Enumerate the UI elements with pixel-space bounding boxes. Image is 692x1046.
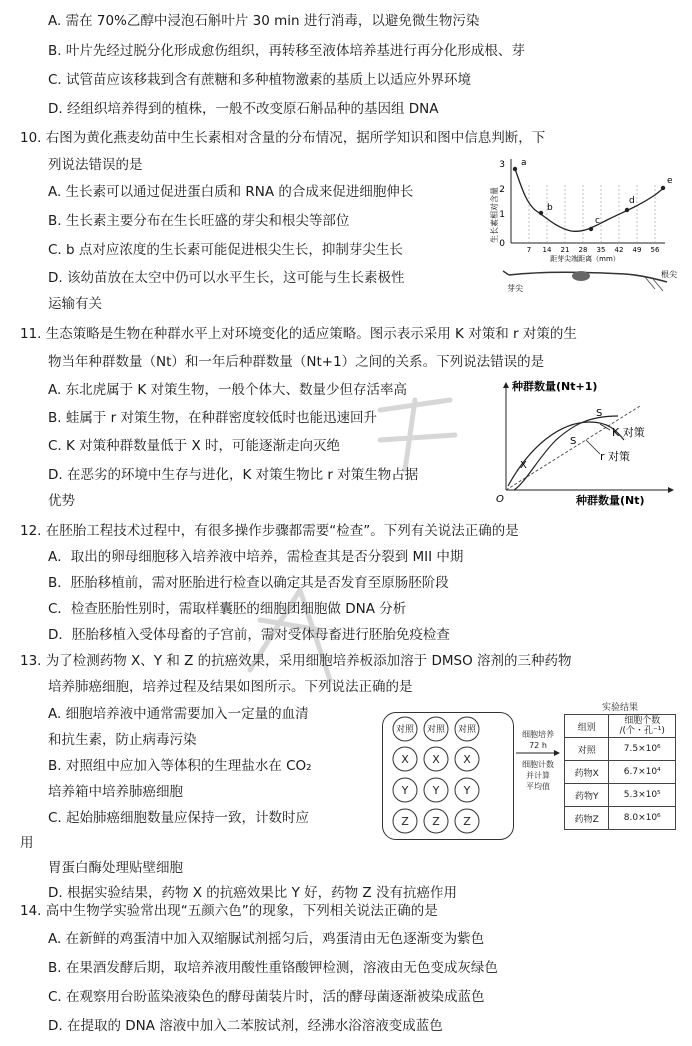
results-table [564, 714, 676, 830]
auxin-label-e: e [667, 176, 673, 186]
q14-option-a: A. 在新鲜的鸡蛋清中加入双缩脲试剂摇匀后，鸡蛋清由无色逐渐变为紫色 [48, 931, 485, 947]
auxin-xtick-21: 21 [560, 246, 570, 254]
q9-option-d: D. 经组织培养得到的植株，一般不改变原石斛品种的基因组 DNA [48, 101, 439, 117]
q14-option-d: D. 在提取的 DNA 溶液中加入二苯胺试剂，经沸水浴溶液变成蓝色 [48, 1018, 443, 1034]
row-group: 对照 [565, 738, 609, 761]
q9-option-c: C. 试管苗应该移栽到含有蔗糖和多种植物激素的基质上以适应外界环境 [48, 72, 472, 88]
kr-strategy-figure [490, 378, 685, 508]
q13-stem-line1: 13. 为了检测药物 X、Y 和 Z 的抗癌效果，采用细胞培养板添加溶于 DMSO 溶剂的三种药物 [20, 653, 572, 669]
q11-option-a: A. 东北虎属于 K 对策生物，一般个体大、数量少但存活率高 [48, 382, 408, 398]
q10-stem-line1: 10. 右图为黄化燕麦幼苗中生长素相对含量的分布情况，据所学知识和图中信息判断，下 [20, 130, 546, 146]
well-z-1: Z [401, 815, 409, 828]
step-count: 细胞计数 [522, 760, 554, 769]
q9-option-a: A. 需在 70%乙醇中浸泡石斛叶片 30 min 进行消毒，以避免微生物污染 [48, 13, 480, 29]
q13-option-c-line1: C. 起始肺癌细胞数量应保持一致，计数时应 [48, 810, 310, 826]
kr-point-s1: S [596, 408, 603, 419]
auxin-point-c [589, 227, 593, 231]
row-count: 5.3×10⁵ [609, 784, 676, 807]
q13-option-c-line3: 胃蛋白酶处理贴壁细胞 [48, 860, 183, 876]
auxin-xtick-42: 42 [614, 246, 624, 254]
auxin-xtick-49: 49 [632, 246, 642, 254]
well-z-3: Z [463, 815, 471, 828]
results-table-wrapper [564, 702, 676, 830]
header-count-line1: 细胞个数 [624, 716, 661, 726]
header-count [609, 715, 676, 738]
row-count: 8.0×10⁶ [609, 807, 676, 830]
q14-option-c: C. 在观察用台盼蓝染液染色的酵母菌装片时，活的酵母菌逐渐被染成蓝色 [48, 989, 485, 1005]
auxin-xtick-14: 14 [542, 246, 552, 254]
process-steps [514, 725, 562, 825]
well-x-2: X [432, 753, 440, 766]
auxin-point-d [625, 208, 629, 212]
well-y-2: Y [432, 784, 440, 797]
well-control-2: 对照 [426, 725, 446, 735]
auxin-label-c: c [595, 216, 600, 226]
kr-point-s2: S [570, 436, 577, 447]
kr-xlabel: 种群数量(Nt) [576, 494, 645, 507]
culture-plate [382, 712, 514, 840]
q14-stem: 14. 高中生物学实验常出现“五颜六色”的现象，下列相关说法正确的是 [20, 903, 438, 919]
auxin-ytick-1: 1 [499, 210, 505, 220]
step-calc: 并计算 [526, 771, 550, 780]
q11-stem-line1: 11. 生态策略是生物在种群水平上对环境变化的适应策略。图示表示采用 K 对策和 r 对策的生 [20, 326, 577, 342]
q10-stem-line2: 列说法错误的是 [48, 157, 143, 173]
row-group: 药物Z [565, 807, 609, 830]
q13-option-a-line1: A. 细胞培养液中通常需要加入一定量的血清 [48, 706, 309, 722]
q13-option-c-line2: 用 [20, 835, 34, 851]
q12-option-a: A．取出的卵母细胞移入培养液中培养，需检查其是否分裂到 MII 中期 [48, 549, 464, 565]
kr-label-r: r 对策 [600, 450, 631, 463]
step-time: 72 h [529, 741, 547, 750]
kr-point-x: X [520, 460, 527, 471]
step-culture: 细胞培养 [522, 730, 554, 739]
table-row [565, 738, 676, 761]
q10-option-d-line1: D. 该幼苗放在太空中仍可以水平生长，这可能与生长素极性 [48, 270, 405, 286]
well-control-1: 对照 [395, 725, 415, 735]
q13-option-a-line2: 和抗生素，防止病毒污染 [48, 732, 197, 748]
q13-option-b-line2: 培养箱中培养肺癌细胞 [48, 784, 183, 800]
q12-option-d: D．胚胎移植入受体母畜的子宫前，需对受体母畜进行胚胎免疫检查 [48, 627, 450, 643]
watermark-shape [230, 380, 490, 710]
kr-label-k: K 对策 [612, 426, 645, 439]
well-x-3: X [463, 753, 471, 766]
table-row [565, 807, 676, 830]
well-control-3: 对照 [457, 725, 477, 735]
well-z-2: Z [432, 815, 440, 828]
results-title: 实验结果 [601, 703, 638, 713]
q11-stem-line2: 物当年种群数量（Nt）和一年后种群数量（Nt+1）之间的关系。下列说法错误的是 [48, 354, 545, 370]
auxin-curve [515, 169, 665, 231]
step-average: 平均值 [526, 782, 550, 791]
seed [572, 271, 590, 281]
q13-stem-line2: 培养肺癌细胞，培养过程及结果如图所示。下列说法正确的是 [48, 679, 413, 695]
table-row [565, 784, 676, 807]
seedling-bud [503, 271, 509, 275]
auxin-xtick-56: 56 [650, 246, 660, 254]
auxin-xtick-35: 35 [596, 246, 606, 254]
q13-option-b-line1: B. 对照组中应加入等体积的生理盐水在 CO₂ [48, 758, 312, 774]
root-label: 根尖 [661, 270, 677, 279]
auxin-ytick-2: 2 [499, 185, 505, 195]
bud-label: 芽尖 [507, 284, 523, 293]
auxin-point-e [661, 186, 665, 190]
auxin-label-b: b [547, 203, 553, 213]
q11-option-d-line2: 优势 [48, 493, 75, 509]
table-row [565, 761, 676, 784]
q12-option-c: C．检查胚胎性别时，需取样囊胚的细胞团细胞做 DNA 分析 [48, 601, 407, 617]
q10-option-b: B. 生长素主要分布在生长旺盛的芽尖和根尖等部位 [48, 213, 350, 229]
auxin-ytick-3: 3 [499, 160, 505, 170]
auxin-ytick-0: 0 [499, 239, 505, 249]
well-y-1: Y [401, 784, 409, 797]
well-y-3: Y [463, 784, 471, 797]
auxin-label-d: d [629, 196, 635, 206]
auxin-xtick-28: 28 [578, 246, 588, 254]
auxin-point-a [513, 167, 517, 171]
row-group: 药物Y [565, 784, 609, 807]
auxin-distribution-figure [485, 155, 685, 295]
row-count: 7.5×10⁶ [609, 738, 676, 761]
well-x-1: X [401, 753, 409, 766]
auxin-point-b [539, 211, 543, 215]
auxin-ylabel: 生长素相对含量 [490, 187, 499, 243]
row-count: 6.7×10⁴ [609, 761, 676, 784]
kr-ylabel: 种群数量(Nt+1) [512, 380, 598, 393]
q11-option-c: C. K 对策种群数量低于 X 时，可能逐渐走向灭绝 [48, 438, 340, 454]
q11-option-d-line1: D. 在恶劣的环境中生存与进化，K 对策生物比 r 对策生物占据 [48, 467, 419, 483]
kr-origin: O [496, 494, 504, 505]
q13-option-d: D. 根据实验结果，药物 X 的抗癌效果比 Y 好，药物 Z 没有抗癌作用 [48, 885, 457, 901]
auxin-xtick-7: 7 [526, 246, 532, 254]
header-count-line2: /(个・孔⁻¹) [619, 726, 665, 736]
q11-option-b: B. 蛙属于 r 对策生物，在种群密度较低时也能迅速回升 [48, 410, 377, 426]
q14-option-b: B. 在果酒发酵后期，取培养液用酸性重铬酸钾检测，溶液由无色变成灰绿色 [48, 960, 498, 976]
row-group: 药物X [565, 761, 609, 784]
q9-option-b: B. 叶片先经过脱分化形成愈伤组织，再转移至液体培养基进行再分化形成根、芽 [48, 43, 525, 59]
q12-option-b: B．胚胎移植前，需对胚胎进行检查以确定其是否发育至原肠胚阶段 [48, 575, 449, 591]
q10-option-c: C. b 点对应浓度的生长素可能促进根尖生长，抑制芽尖生长 [48, 242, 403, 258]
table-row [565, 715, 676, 738]
auxin-xlabel: 距芽尖端距离（mm） [550, 255, 620, 263]
q12-stem: 12. 在胚胎工程技术过程中，有很多操作步骤都需要“检查”。下列有关说法正确的是 [20, 523, 519, 539]
auxin-label-a: a [521, 158, 527, 168]
q10-option-a: A. 生长素可以通过促进蛋白质和 RNA 的合成来促进细胞伸长 [48, 184, 414, 200]
header-group: 组别 [565, 715, 609, 738]
q10-option-d-line2: 运输有关 [48, 296, 102, 312]
